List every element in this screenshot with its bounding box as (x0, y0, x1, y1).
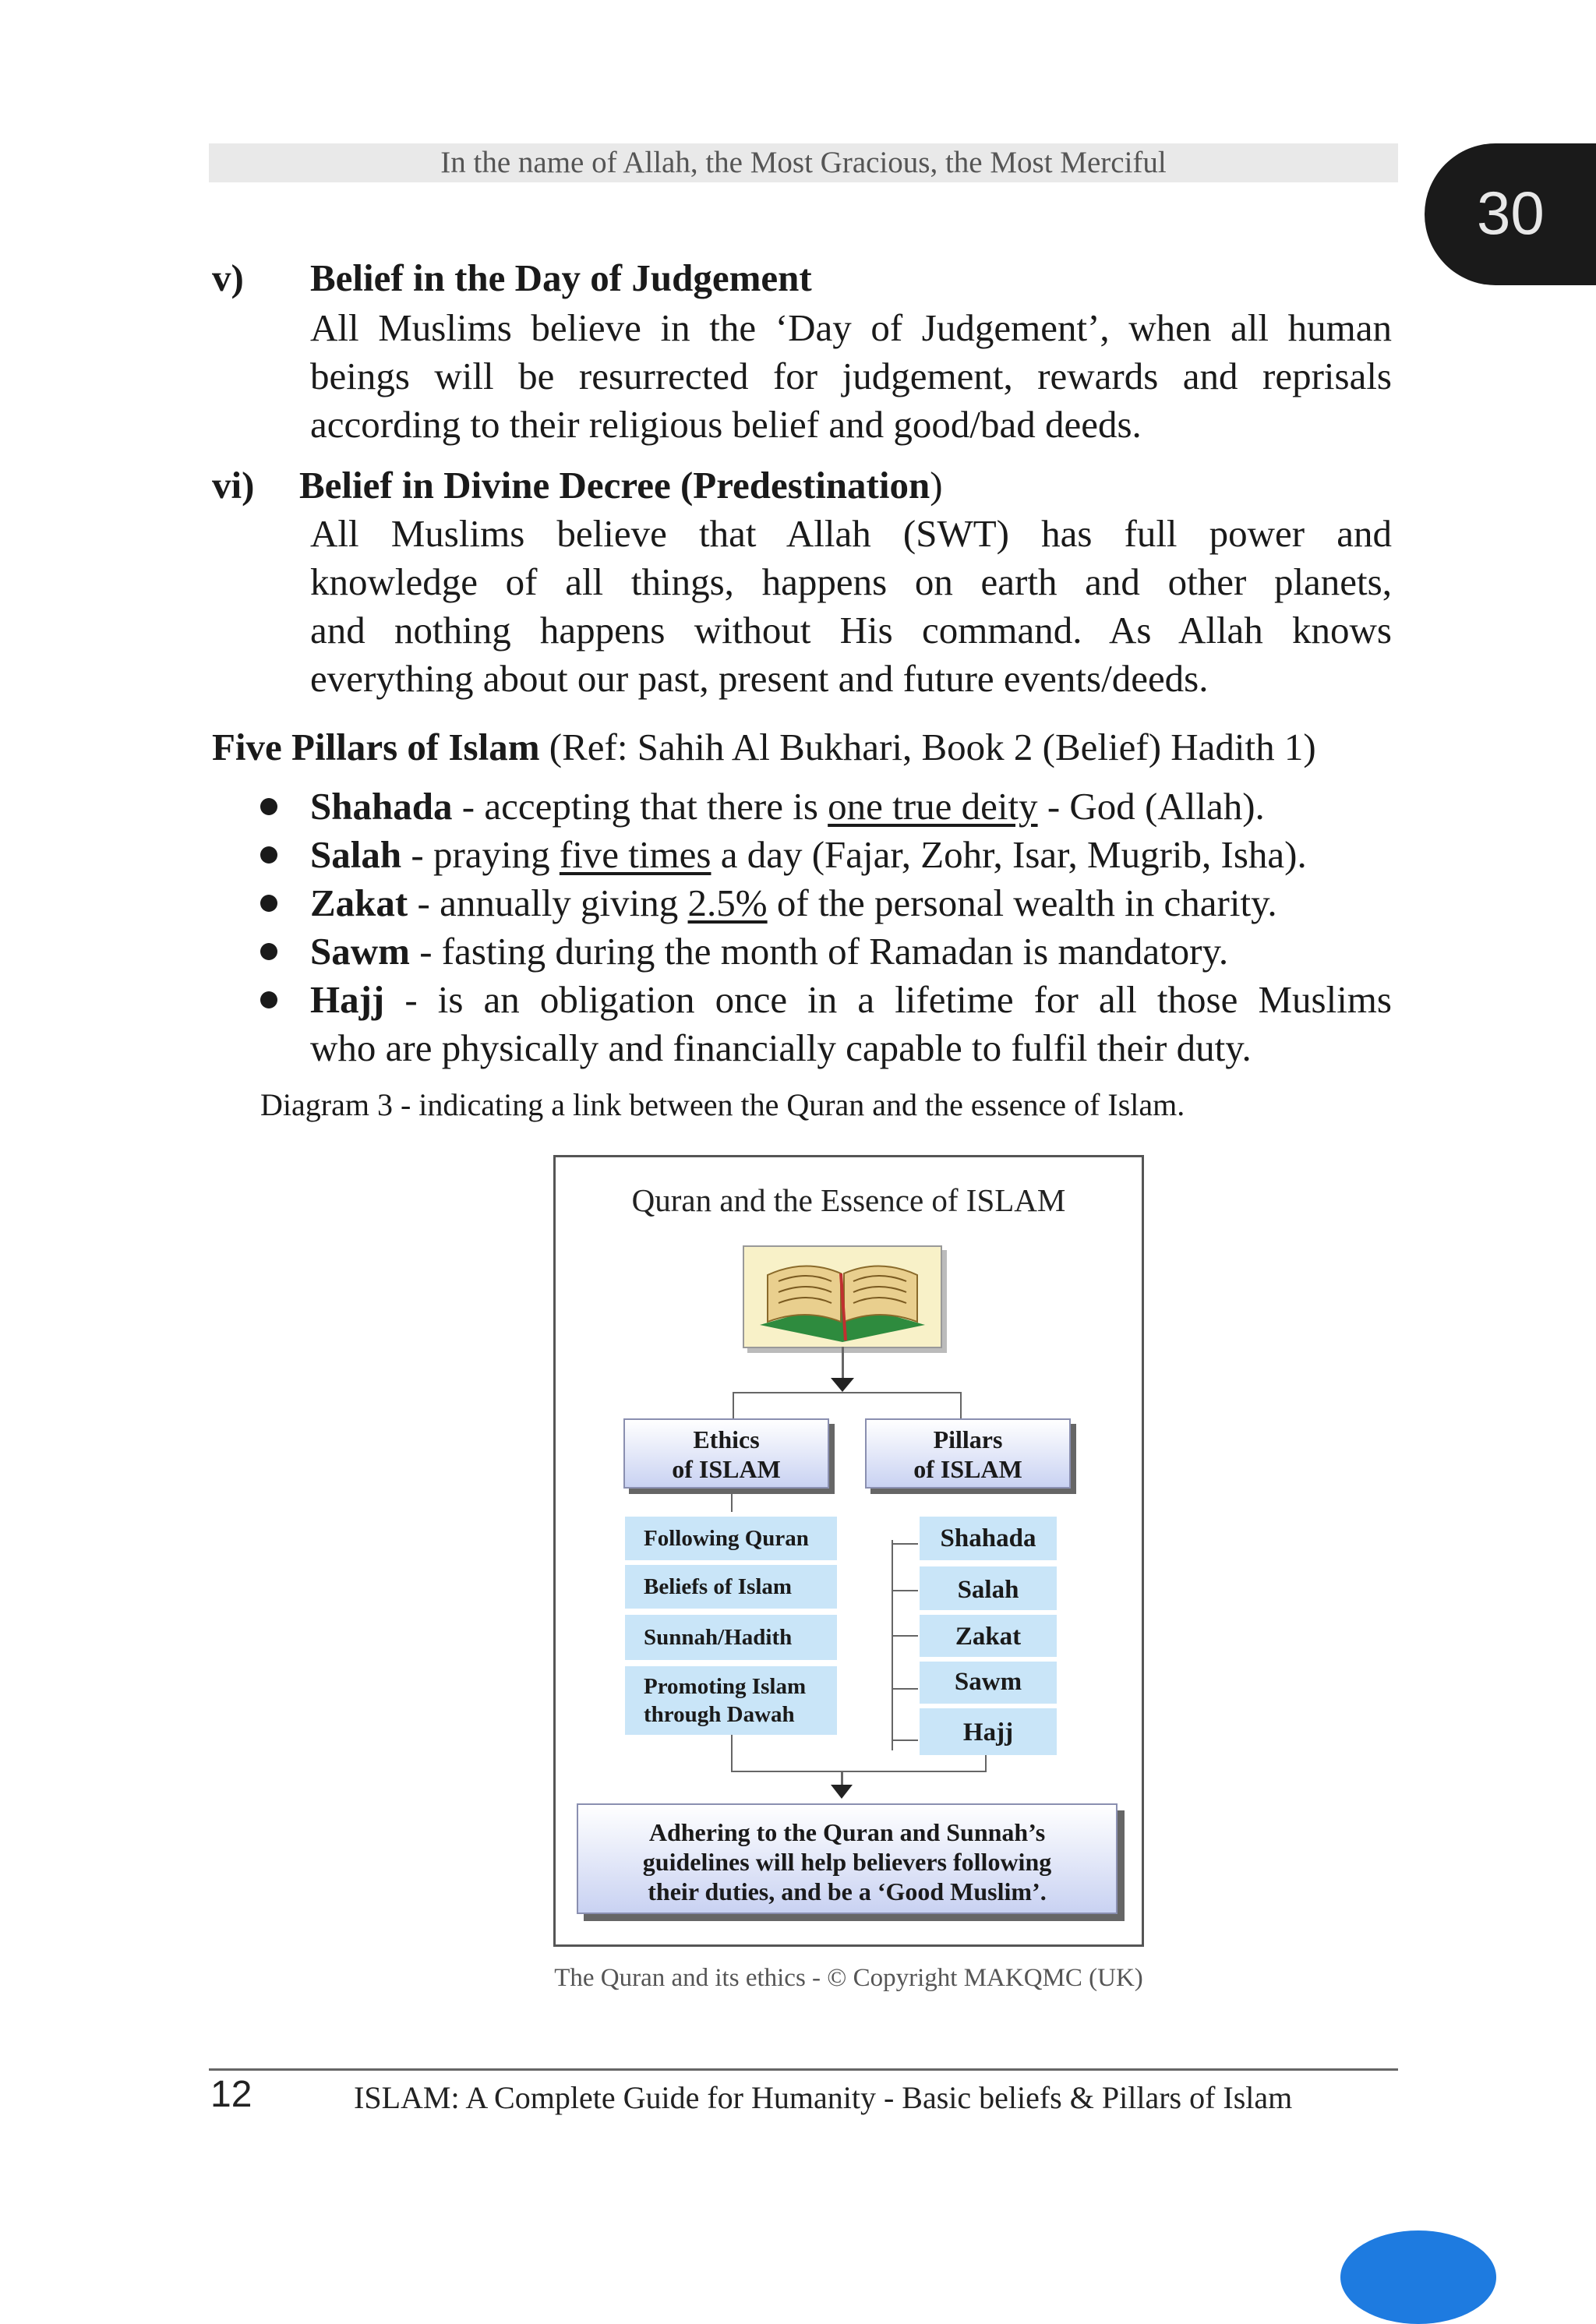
arrow-down-icon (831, 1378, 854, 1392)
pillar-item-hajj-line-2: who are physically and financially capable to fulfil their duty. (310, 1026, 1252, 1069)
pillar-box-zakat: Zakat (920, 1615, 1057, 1657)
ethics-item-beliefs: Beliefs of Islam (625, 1565, 837, 1609)
section-v-title: Belief in the Day of Judgement (310, 256, 812, 299)
bullet-icon (260, 991, 277, 1008)
arrow-down-icon (831, 1785, 853, 1799)
connector-line (960, 1392, 962, 1420)
section-vi-number: vi) (212, 464, 255, 507)
section-vi-line-4: everything about our past, present and future events/deeds. (310, 657, 1209, 700)
pillar-item-zakat: Zakat - annually giving 2.5% of the personal wealth in charity. (310, 881, 1277, 924)
ethics-item-dawah: Promoting Islam through Dawah (625, 1666, 837, 1735)
section-v-line-3: according to their religious belief and good/bad deeds. (310, 403, 1142, 446)
connector-line (892, 1590, 918, 1591)
diagram-copyright: The Quran and its ethics - © Copyright MAKQMC (UK) (554, 1964, 1143, 1992)
ethics-box: Ethics of ISLAM (623, 1418, 829, 1489)
section-vi-line-3: and nothing happens without His command. As Allah knows (310, 609, 1392, 652)
connector-line (841, 1771, 843, 1786)
section-vi-title: Belief in Divine Decree (Predestination) (299, 464, 943, 507)
pillars-heading: Five Pillars of Islam (Ref: Sahih Al Bukhari, Book 2 (Belief) Hadith 1) (212, 726, 1316, 768)
connector-line (733, 1392, 961, 1393)
bullet-icon (260, 846, 277, 864)
diagram-title: Quran and the Essence of ISLAM (631, 1182, 1066, 1218)
floating-action-button[interactable] (1340, 2230, 1496, 2324)
connector-line (731, 1490, 733, 1512)
pillar-box-salah: Salah (920, 1566, 1057, 1610)
connector-line (892, 1739, 918, 1741)
running-footer: ISLAM: A Complete Guide for Humanity - Basic beliefs & Pillars of Islam (354, 2080, 1293, 2115)
bullet-icon (260, 943, 277, 960)
running-header: In the name of Allah, the Most Gracious, the Most Merciful (440, 146, 1167, 179)
connector-line (733, 1392, 734, 1420)
connector-line (731, 1771, 987, 1772)
diagram-caption: Diagram 3 - indicating a link between the Quran and the essence of Islam. (260, 1087, 1185, 1122)
ethics-item-following-quran: Following Quran (625, 1517, 837, 1560)
pillars-box: Pillars of ISLAM (865, 1418, 1071, 1489)
connector-line (985, 1755, 987, 1772)
page-tab-number: 30 (1477, 178, 1545, 247)
page-number: 12 (210, 2074, 252, 2115)
pillar-item-salah: Salah - praying five times a day (Fajar, Zohr, Isar, Mugrib, Isha). (310, 833, 1307, 876)
bullet-icon (260, 895, 277, 912)
quran-book-icon (743, 1245, 942, 1348)
section-v-line-1: All Muslims believe in the ‘Day of Judgement’, when all human (310, 306, 1392, 349)
section-v-number: v) (212, 256, 244, 299)
section-vi-line-2: knowledge of all things, happens on earth and other planets, (310, 560, 1392, 603)
footer-rule (209, 2068, 1398, 2071)
connector-line (892, 1540, 893, 1750)
pillar-box-sawm: Sawm (920, 1662, 1057, 1704)
pillar-item-shahada: Shahada - accepting that there is one true deity - God (Allah). (310, 785, 1265, 828)
connector-line (731, 1735, 733, 1772)
pillar-item-sawm: Sawm - fasting during the month of Ramadan is mandatory. (310, 930, 1229, 973)
connector-line (892, 1635, 918, 1637)
connector-line (892, 1688, 918, 1690)
connector-line (892, 1543, 918, 1545)
section-v-line-2: beings will be resurrected for judgement, rewards and reprisals (310, 355, 1392, 397)
bullet-icon (260, 798, 277, 815)
section-vi-line-1: All Muslims believe that Allah (SWT) has full power and (310, 512, 1392, 555)
pillar-box-shahada: Shahada (920, 1517, 1057, 1560)
pillar-item-hajj: Hajj - is an obligation once in a lifetime for all those Muslims (310, 978, 1392, 1021)
ethics-item-sunnah: Sunnah/Hadith (625, 1615, 837, 1660)
conclusion-box: Adhering to the Quran and Sunnah’s guidelines will help believers following their duties, and be a ‘Good Muslim’. (577, 1803, 1118, 1914)
pillar-box-hajj: Hajj (920, 1708, 1057, 1755)
